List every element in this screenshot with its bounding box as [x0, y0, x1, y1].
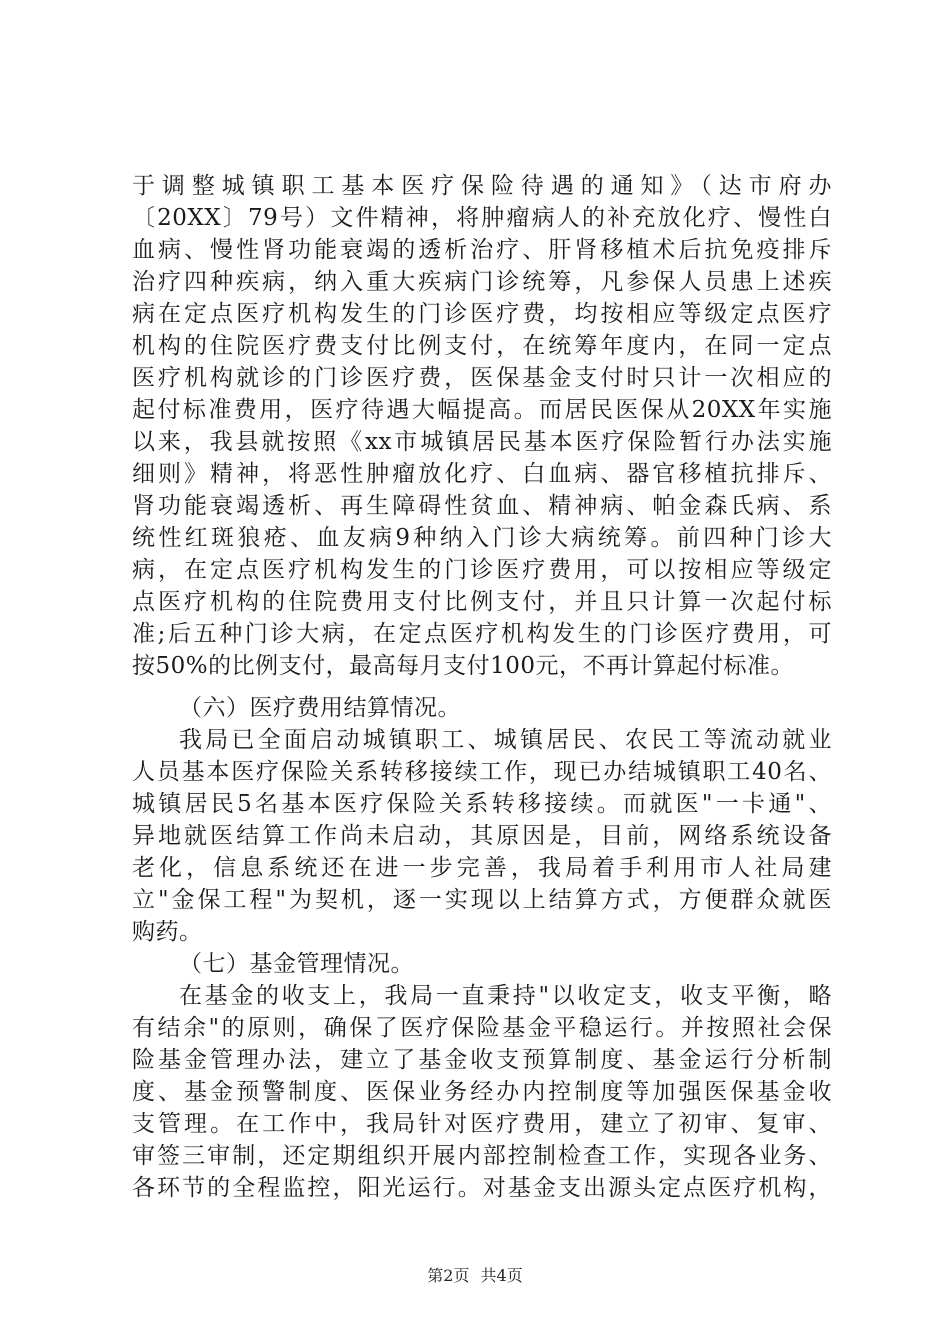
text-line: 人员基本医疗保险关系转移接续工作，现已办结城镇职工40名、 [132, 759, 832, 785]
text-line: 机构的住院医疗费支付比例支付，在统筹年度内，在同一定点 [132, 333, 832, 359]
text-line: 有结余"的原则，确保了医疗保险基金平稳运行。并按照社会保 [132, 1015, 832, 1041]
text-line: 细则》精神，将恶性肿瘤放化疗、白血病、器官移植抗排斥、 [132, 461, 832, 487]
text-line: 肾功能衰竭透析、再生障碍性贫血、精神病、帕金森氏病、系 [132, 493, 832, 519]
paragraph-continued [132, 170, 832, 682]
text-line: 度、基金预警制度、医保业务经办内控制度等加强医保基金收 [132, 1079, 832, 1105]
text-line: 以来，我县就按照《xx市城镇居民基本医疗保险暂行办法实施 [132, 429, 832, 455]
text-line: 老化，信息系统还在进一步完善，我局着手利用市人社局建 [132, 855, 832, 881]
section-heading-7: （七）基金管理情况。 [179, 951, 414, 977]
text-line: 我局已全面启动城镇职工、城镇居民、农民工等流动就业 [179, 727, 832, 753]
text-line: 险基金管理办法，建立了基金收支预算制度、基金运行分析制 [132, 1047, 832, 1073]
text-line: 审签三审制，还定期组织开展内部控制检查工作，实现各业务、 [132, 1143, 832, 1169]
text-line: 立"金保工程"为契机，逐一实现以上结算方式，方便群众就医 [132, 887, 832, 913]
text-line: 在基金的收支上，我局一直秉持"以收定支，收支平衡，略 [179, 983, 832, 1009]
text-line: 〔20XX〕79号）文件精神，将肿瘤病人的补充放化疗、慢性白 [132, 205, 832, 231]
text-line: 起付标准费用，医疗待遇大幅提高。而居民医保从20XX年实施 [132, 397, 832, 423]
text-line: 治疗四种疾病，纳入重大疾病门诊统筹，凡参保人员患上述疾 [132, 269, 832, 295]
sections-6-7 [132, 692, 832, 1204]
page-number: 第2页 [427, 1266, 470, 1285]
text-line: 医疗机构就诊的门诊医疗费，医保基金支付时只计一次相应的 [132, 365, 832, 391]
page-footer [0, 1266, 950, 1286]
text-line: 病，在定点医疗机构发生的门诊医疗费用，可以按相应等级定 [132, 557, 832, 583]
text-line: 准;后五种门诊大病，在定点医疗机构发生的门诊医疗费用，可 [132, 621, 832, 647]
section-heading-6: （六）医疗费用结算情况。 [179, 695, 461, 721]
text-line: 病在定点医疗机构发生的门诊医疗费，均按相应等级定点医疗 [132, 301, 832, 327]
text-line: 按50%的比例支付，最高每月支付100元，不再计算起付标准。 [132, 653, 795, 679]
text-line: 血病、慢性肾功能衰竭的透析治疗、肝肾移植术后抗免疫排斥 [132, 237, 832, 263]
text-line: 点医疗机构的住院费用支付比例支付，并且只计算一次起付标 [132, 589, 832, 615]
text-line: 购药。 [132, 919, 203, 945]
text-line: 异地就医结算工作尚未启动，其原因是，目前，网络系统设备 [132, 823, 832, 849]
text-line: 支管理。在工作中，我局针对医疗费用，建立了初审、复审、 [132, 1111, 832, 1137]
page-total: 共4页 [480, 1266, 523, 1285]
text-line: 于调整城镇职工基本医疗保险待遇的通知》（达市府办 [132, 173, 832, 199]
text-line: 城镇居民5名基本医疗保险关系转移接续。而就医"一卡通"、 [132, 791, 832, 817]
text-line: 各环节的全程监控，阳光运行。对基金支出源头定点医疗机构， [132, 1175, 832, 1201]
text-line: 统性红斑狼疮、血友病9种纳入门诊大病统筹。前四种门诊大 [132, 525, 832, 551]
